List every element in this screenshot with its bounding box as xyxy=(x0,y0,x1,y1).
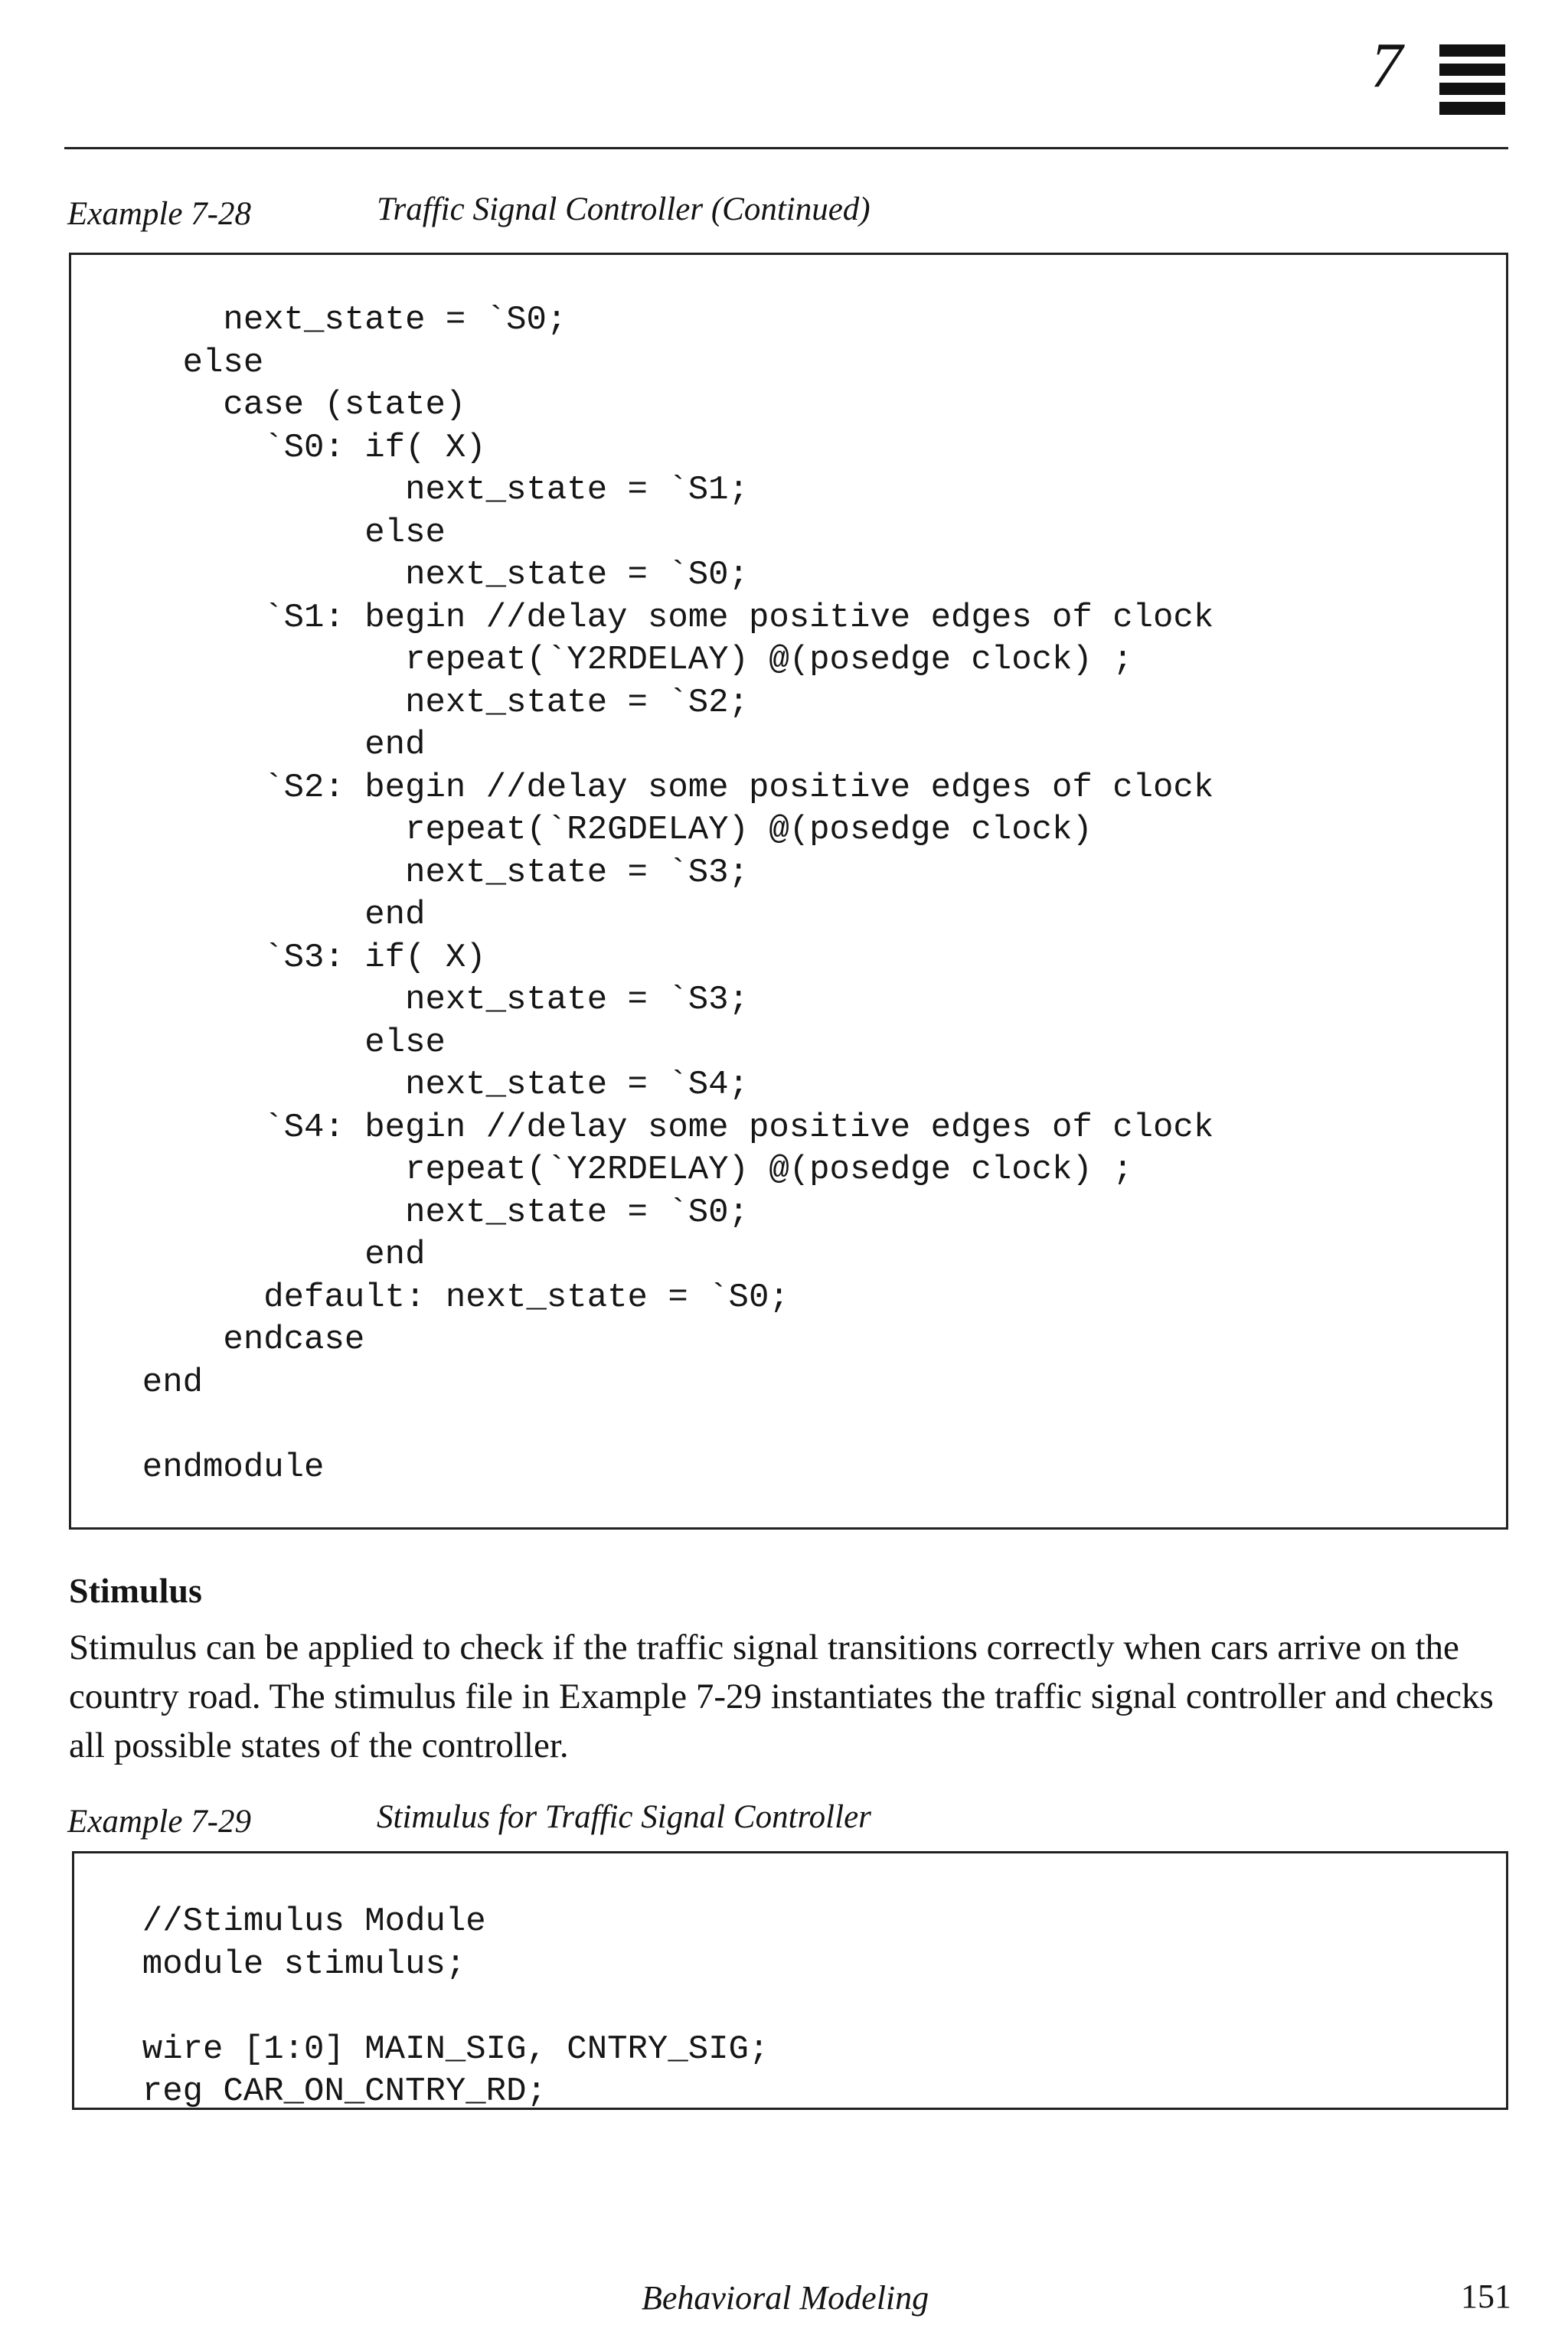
chapter-bar xyxy=(1439,102,1505,115)
code-text: //Stimulus Module module stimulus; wire [1:0] MAIN_SIG, CNTRY_SIG; reg CAR_ON_CNTRY_RD; xyxy=(142,1902,769,2111)
section-heading: Stimulus xyxy=(69,1571,202,1610)
example-29-title: Stimulus for Traffic Signal Controller xyxy=(377,1799,871,1835)
chapter-bar xyxy=(1439,83,1505,95)
page-number: 151 xyxy=(1461,2278,1511,2315)
chapter-bar xyxy=(1439,64,1505,76)
header-rule xyxy=(64,147,1508,149)
chapter-number: 7 xyxy=(1370,30,1403,101)
code-listing-example-29 xyxy=(72,1851,1508,2110)
footer-title: Behavioral Modeling xyxy=(642,2279,929,2317)
code-listing-example-28 xyxy=(69,253,1508,1530)
example-29-label: Example 7-29 xyxy=(67,1804,252,1840)
chapter-bar xyxy=(1439,44,1505,57)
example-28-label: Example 7-28 xyxy=(67,196,252,232)
example-28-title: Traffic Signal Controller (Continued) xyxy=(377,191,871,227)
code-text: next_state = `S0; else case (state) `S0: if( X) next_state = `S1; else next_state = `S0; `S1: begin //delay some positive edges of clock repeat(`Y2RDELAY) @(posedge clock) ; next_state = `S2; end `S2: begin //delay some positive edges of clock repeat(`R2GDELAY) @(posedge clock) next_state = `S3; end `S3: if( X) next_state = `S3; else next_state = `S4; `S4: begin //delay some positive edges of clock repeat(`Y2RDELAY) @(posedge clock) ; next_state = `S0; end default: next_state = `S0; endcase end endmodule xyxy=(142,301,1214,1487)
section-paragraph: Stimulus can be applied to check if the traffic signal transitions correctly when cars arrive on the country road. The stimulus file in Example 7-29 instantiates the traffic signal controller and checks all possible states of the controller. xyxy=(69,1628,1494,1765)
chapter-tab-marker xyxy=(1439,44,1505,115)
